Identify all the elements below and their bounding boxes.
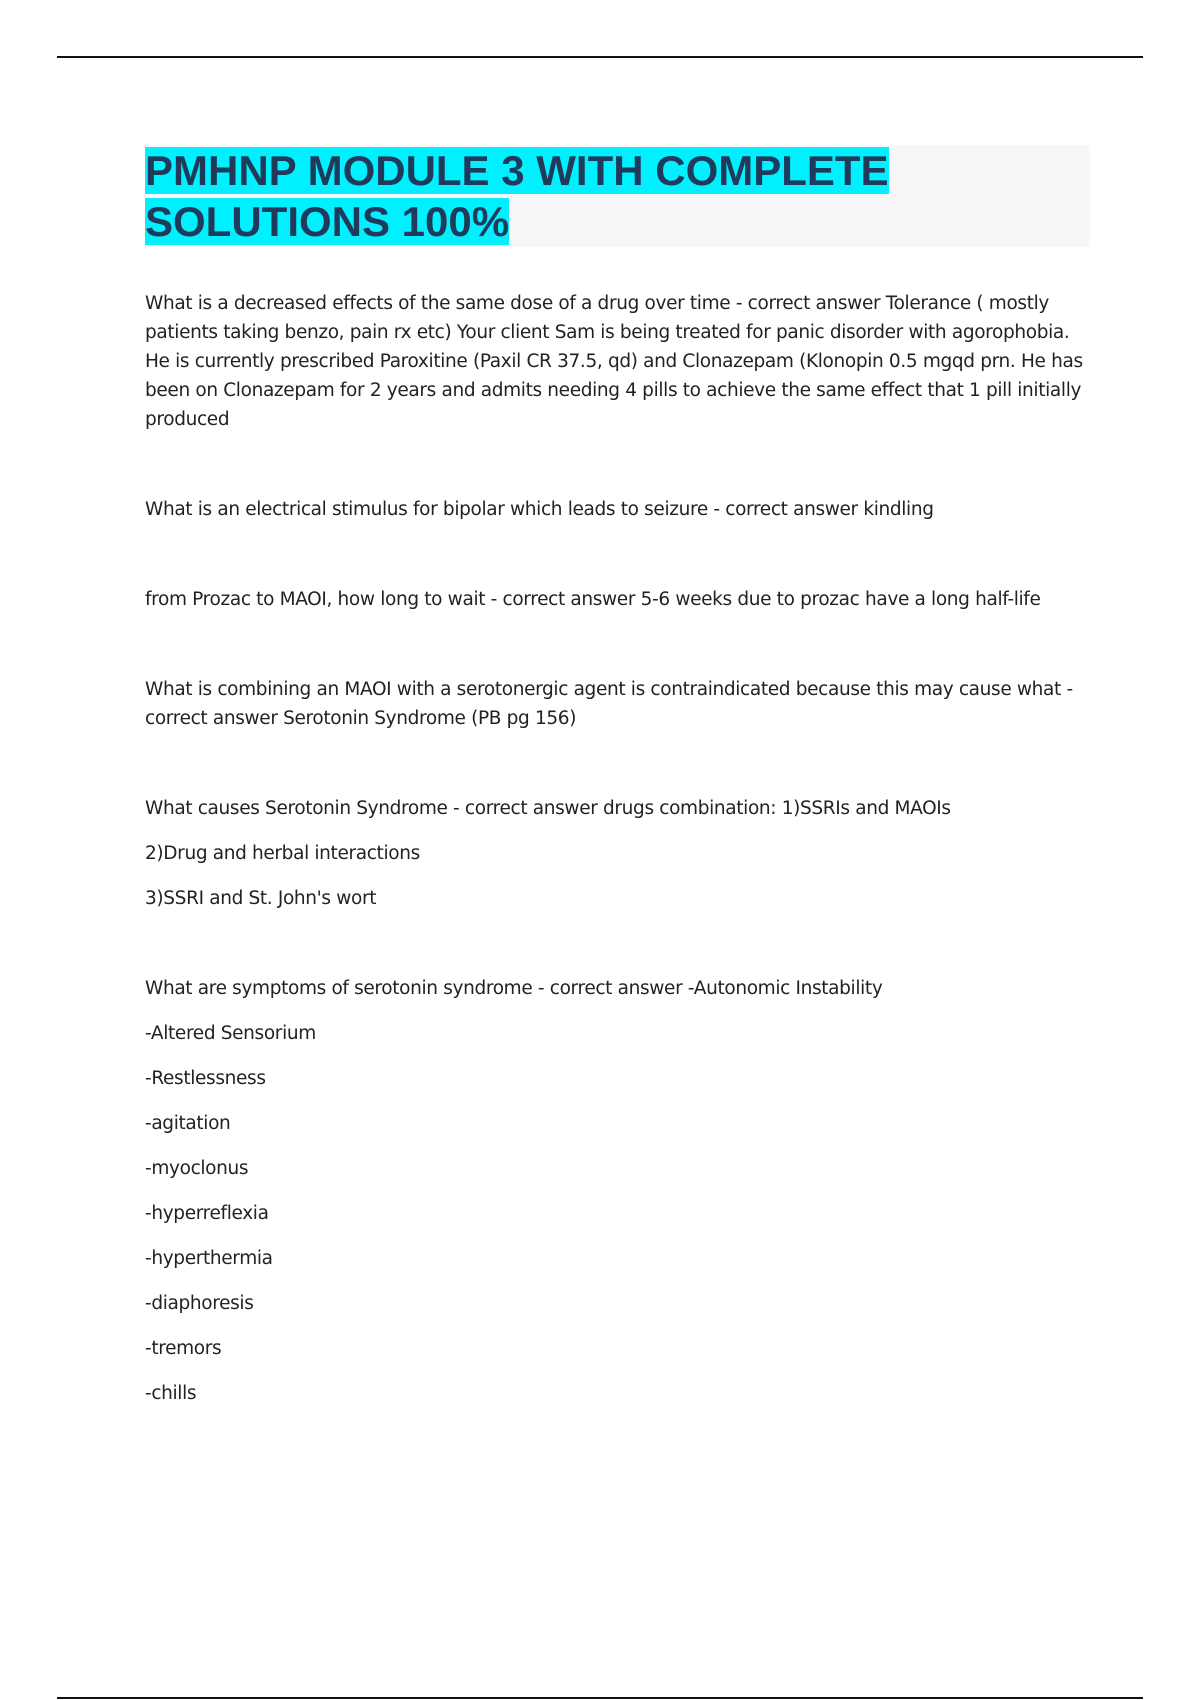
spacer — [145, 434, 1090, 495]
spacer — [145, 733, 1090, 794]
spacer — [145, 524, 1090, 585]
qa-tolerance: What is a decreased effects of the same dose of a drug over time - correct answer Tolerance ( mostly patients taking benzo, pain rx etc) Your client Sam is being treated for panic disorder with agorophobia. He is currently prescribed Paroxitine (Paxil CR 37.5, qd) and Clonazepam (Klonopin 0.5 mgqd prn. He has been on Clonazepam for 2 years and admits needing 4 pills to achieve the same effect that 1 pill initially produced — [145, 293, 1083, 430]
list-item: -Altered Sensorium — [145, 1023, 316, 1044]
qa-maoi-serotonergic: What is combining an MAOI with a serotonergic agent is contraindicated because this may cause what - correct answer Serotonin Syndrome (PB pg 156) — [145, 679, 1073, 729]
list-item: 3)SSRI and St. John's wort — [145, 888, 377, 909]
qa-kindling: What is an electrical stimulus for bipolar which leads to seizure - correct answer kindling — [145, 499, 934, 520]
title-line-1: PMHNP MODULE 3 WITH COMPLETE — [145, 147, 889, 194]
spacer — [145, 929, 1090, 974]
list-item: -agitation — [145, 1113, 231, 1134]
bottom-rule — [57, 1697, 1143, 1699]
spacer — [145, 614, 1090, 675]
list-item: -chills — [145, 1383, 197, 1404]
list-item: -myoclonus — [145, 1158, 249, 1179]
document-title — [145, 145, 1090, 247]
list-item: 2)Drug and herbal interactions — [145, 843, 420, 864]
list-item: -tremors — [145, 1338, 222, 1359]
title-block — [145, 145, 1090, 247]
serotonin-symptoms-question: What are symptoms of serotonin syndrome - correct answer -Autonomic Instability — [145, 978, 883, 999]
list-item: -Restlessness — [145, 1068, 266, 1089]
list-item: -hyperreflexia — [145, 1203, 269, 1224]
top-rule — [57, 56, 1143, 58]
title-line-2: SOLUTIONS 100% — [145, 198, 510, 245]
list-item: -hyperthermia — [145, 1248, 273, 1269]
qa-prozac-maoi: from Prozac to MAOI, how long to wait - correct answer 5-6 weeks due to prozac have a long half-life — [145, 589, 1041, 610]
serotonin-causes-section — [145, 794, 1090, 913]
serotonin-symptoms-section — [145, 974, 1090, 1408]
serotonin-causes-question: What causes Serotonin Syndrome - correct answer drugs combination: 1)SSRIs and MAOIs — [145, 798, 951, 819]
list-item: -diaphoresis — [145, 1293, 254, 1314]
document-body — [145, 145, 1090, 1424]
